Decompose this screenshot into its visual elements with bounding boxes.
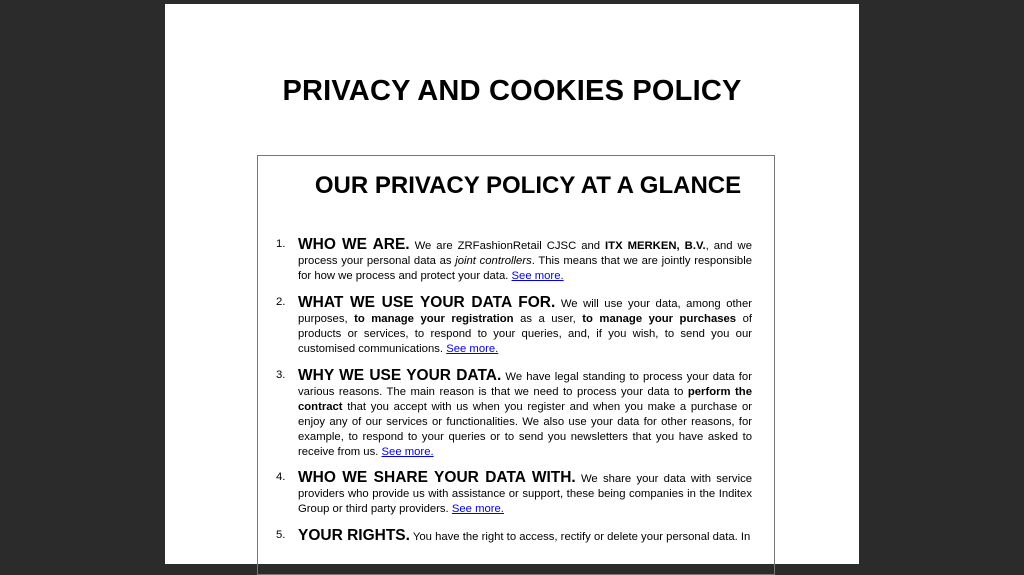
item-text: We will use your data, among other purposes, xyxy=(298,298,752,325)
list-item xyxy=(276,294,752,357)
item-bold-text: to manage your purchases xyxy=(582,313,737,325)
item-number: 5. xyxy=(276,529,286,541)
glance-title: OUR PRIVACY POLICY AT A GLANCE xyxy=(314,172,742,199)
item-number: 2. xyxy=(276,296,286,308)
item-text: We are ZRFashionRetail CJSC and xyxy=(409,240,606,252)
item-text: of products or services, to respond to your queries, and, if you wish, to send you our customised communications. xyxy=(298,313,752,355)
item-text: as a user, xyxy=(513,313,583,325)
item-italic-text: joint controllers xyxy=(455,255,532,267)
item-bold-text: perform the contract xyxy=(298,386,752,413)
item-heading: WHAT WE USE YOUR DATA FOR. xyxy=(298,294,556,311)
document-page[interactable] xyxy=(165,4,859,564)
list-item xyxy=(276,367,752,460)
item-number: 3. xyxy=(276,369,286,381)
list-item xyxy=(276,236,752,284)
see-more-link[interactable]: See more. xyxy=(511,270,564,282)
item-text: , and we process your personal data as xyxy=(298,240,752,267)
item-heading: WHY WE USE YOUR DATA. xyxy=(298,367,502,384)
see-more-link[interactable]: See more. xyxy=(451,503,504,515)
item-heading: WHO WE SHARE YOUR DATA WITH. xyxy=(298,469,576,486)
item-text: You have the right to access, rectify or delete your personal data. In xyxy=(409,531,751,543)
see-more-link[interactable]: See more. xyxy=(381,446,434,458)
item-text: that you accept with us when you register and when you make a purchase or enjoy any of our services or functionalities. We also use your data for other reasons, for example, to respond to your queries or to send you newsletters that you have asked to receive from us. xyxy=(298,401,752,458)
page-title: PRIVACY AND COOKIES POLICY xyxy=(282,75,742,107)
item-bold-text: ITX MERKEN, B.V. xyxy=(605,240,706,252)
glance-box xyxy=(257,155,775,575)
item-text: We have legal standing to process your data for various reasons. The main reason is that we need to process your data to xyxy=(298,371,752,398)
item-number: 1. xyxy=(276,238,286,250)
item-heading: YOUR RIGHTS. xyxy=(298,527,410,544)
see-more-link[interactable]: See more. xyxy=(446,343,499,355)
item-text: We share your data with service providers who provide us with assistance or support, these being companies in the Inditex Group or third party providers. xyxy=(298,473,753,515)
list-item xyxy=(276,469,753,517)
item-heading: WHO WE ARE. xyxy=(298,236,410,253)
item-bold-text: to manage your registration xyxy=(354,313,514,325)
item-text: . This means that we are jointly responsible for how we process and protect your data. xyxy=(298,255,752,282)
item-number: 4. xyxy=(276,471,286,483)
list-item xyxy=(276,527,752,545)
